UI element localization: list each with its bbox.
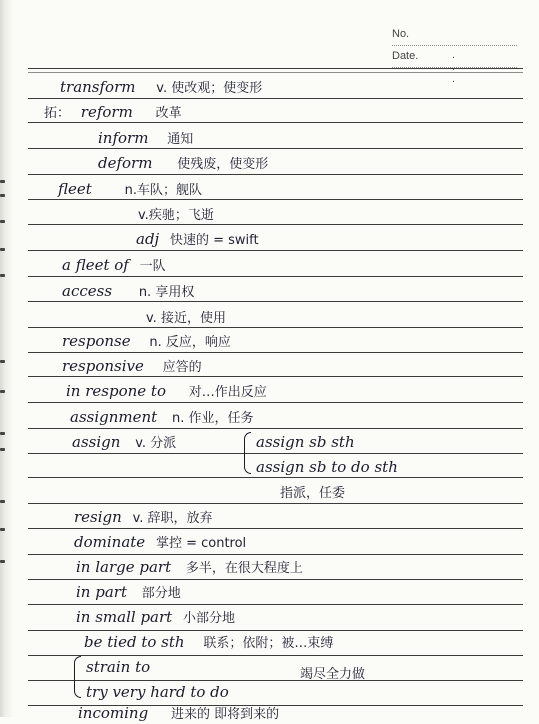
chinese-gloss: 应答的 [162,360,202,375]
note-line [76,608,235,628]
note-line [146,308,226,328]
chinese-gloss: 使残废，使变形 [177,157,269,172]
note-line [300,664,365,684]
english-word: reform [80,103,133,121]
note-line [74,508,213,528]
chinese-gloss: v.疾驰；飞逝 [138,208,214,223]
english-word: fleet [58,180,92,198]
chinese-gloss: 对…作出反应 [188,385,267,400]
chinese-gloss: 部分地 [141,586,181,601]
ruled-line [28,477,523,478]
note-line [62,282,194,302]
english-word: deform [98,154,153,172]
english-word: incoming [78,704,149,722]
ruled-line [28,554,523,555]
english-word: strain to [86,658,151,676]
chinese-gloss: v. 接近，使用 [146,311,226,326]
ruled-line [28,604,523,605]
date-label: Date. [392,50,419,62]
extension-marker: 拓： [44,106,71,121]
english-word: in part [76,583,127,601]
ruled-line [28,453,523,454]
note-line [98,129,193,149]
chinese-gloss: 竭尽全力做 [300,667,366,682]
ruled-line [28,630,523,631]
chinese-gloss: 指派，任委 [280,486,346,501]
english-word: assign [72,433,121,451]
brace [74,656,81,698]
note-line [60,78,262,98]
note-line [58,180,202,200]
chinese-gloss: n. 反应，响应 [149,335,231,350]
chinese-gloss: 联系；依附；被…束缚 [203,636,334,651]
note-line [84,633,333,653]
ruled-line [28,402,523,403]
english-word: responsive [62,357,144,375]
header-box [392,26,517,85]
english-word: in respone to [66,382,166,400]
ruled-line [28,224,523,225]
note-line [66,382,267,402]
chinese-gloss: 通知 [167,132,194,147]
ruled-line [28,528,523,529]
english-word: transform [60,78,136,96]
note-line [280,483,345,503]
chinese-gloss: 多半，在很大程度上 [185,561,303,576]
english-word: be tied to sth [84,633,185,651]
note-line [62,332,231,352]
binding-marks [0,60,6,700]
note-line [78,704,279,724]
chinese-gloss: v. 分派 [135,436,177,451]
chinese-gloss: v. 辞职，放弃 [132,511,213,526]
english-word: a fleet of [62,256,129,274]
chinese-gloss: 小部分地 [182,611,235,626]
english-word: inform [98,129,149,147]
note-line [98,154,268,174]
ruled-line [28,68,523,69]
date-dots: . . . [452,49,478,85]
ruled-line [28,503,523,504]
no-label: No. [392,28,410,40]
note-line [86,683,229,701]
chinese-gloss: n. 作业，任务 [171,411,254,426]
note-line [74,533,246,553]
chinese-gloss: n.车队；舰队 [124,183,202,198]
ruled-line [28,72,523,73]
english-word: resign [74,508,122,526]
note-line [76,558,303,578]
chinese-gloss: 快速的 = swift [169,233,259,248]
chinese-gloss: 改革 [155,106,182,121]
note-line [72,433,176,453]
english-word: dominate [74,533,146,551]
note-line [44,103,182,123]
note-line [86,658,150,676]
usage-pattern: assign sb to do sth [256,458,398,476]
brace [244,432,251,474]
note-line [256,433,355,451]
ruled-line [28,680,523,681]
ruled-line [28,655,523,656]
ruled-line [28,327,523,328]
english-word: try very hard to do [86,683,229,701]
note-line [76,583,181,603]
note-line [136,230,259,250]
chinese-gloss: v. 使改观；使变形 [156,81,263,96]
chinese-gloss: 一队 [139,259,166,274]
ruled-line [28,428,523,429]
note-line [62,256,166,276]
english-word: access [62,282,113,300]
ruled-line [28,276,523,277]
chinese-gloss: 进来的 即将到来的 [170,707,280,722]
english-word: response [62,332,131,350]
usage-pattern: assign sb sth [256,433,355,451]
ruled-line [28,579,523,580]
english-word: in large part [76,558,172,576]
ruled-line [28,250,523,251]
english-word: assignment [70,408,158,426]
note-line [256,458,398,476]
note-line [70,408,253,428]
chinese-gloss: 掌控 = control [155,536,247,551]
chinese-gloss: n. 享用权 [138,285,195,300]
ruled-line [28,352,523,353]
ruled-line [28,174,523,175]
date-row [392,48,517,85]
ruled-line [28,98,523,99]
english-word: in small part [76,608,173,626]
no-row [392,26,517,48]
note-line [62,357,202,377]
part-of-speech: adj [136,230,160,248]
note-line [138,205,214,225]
